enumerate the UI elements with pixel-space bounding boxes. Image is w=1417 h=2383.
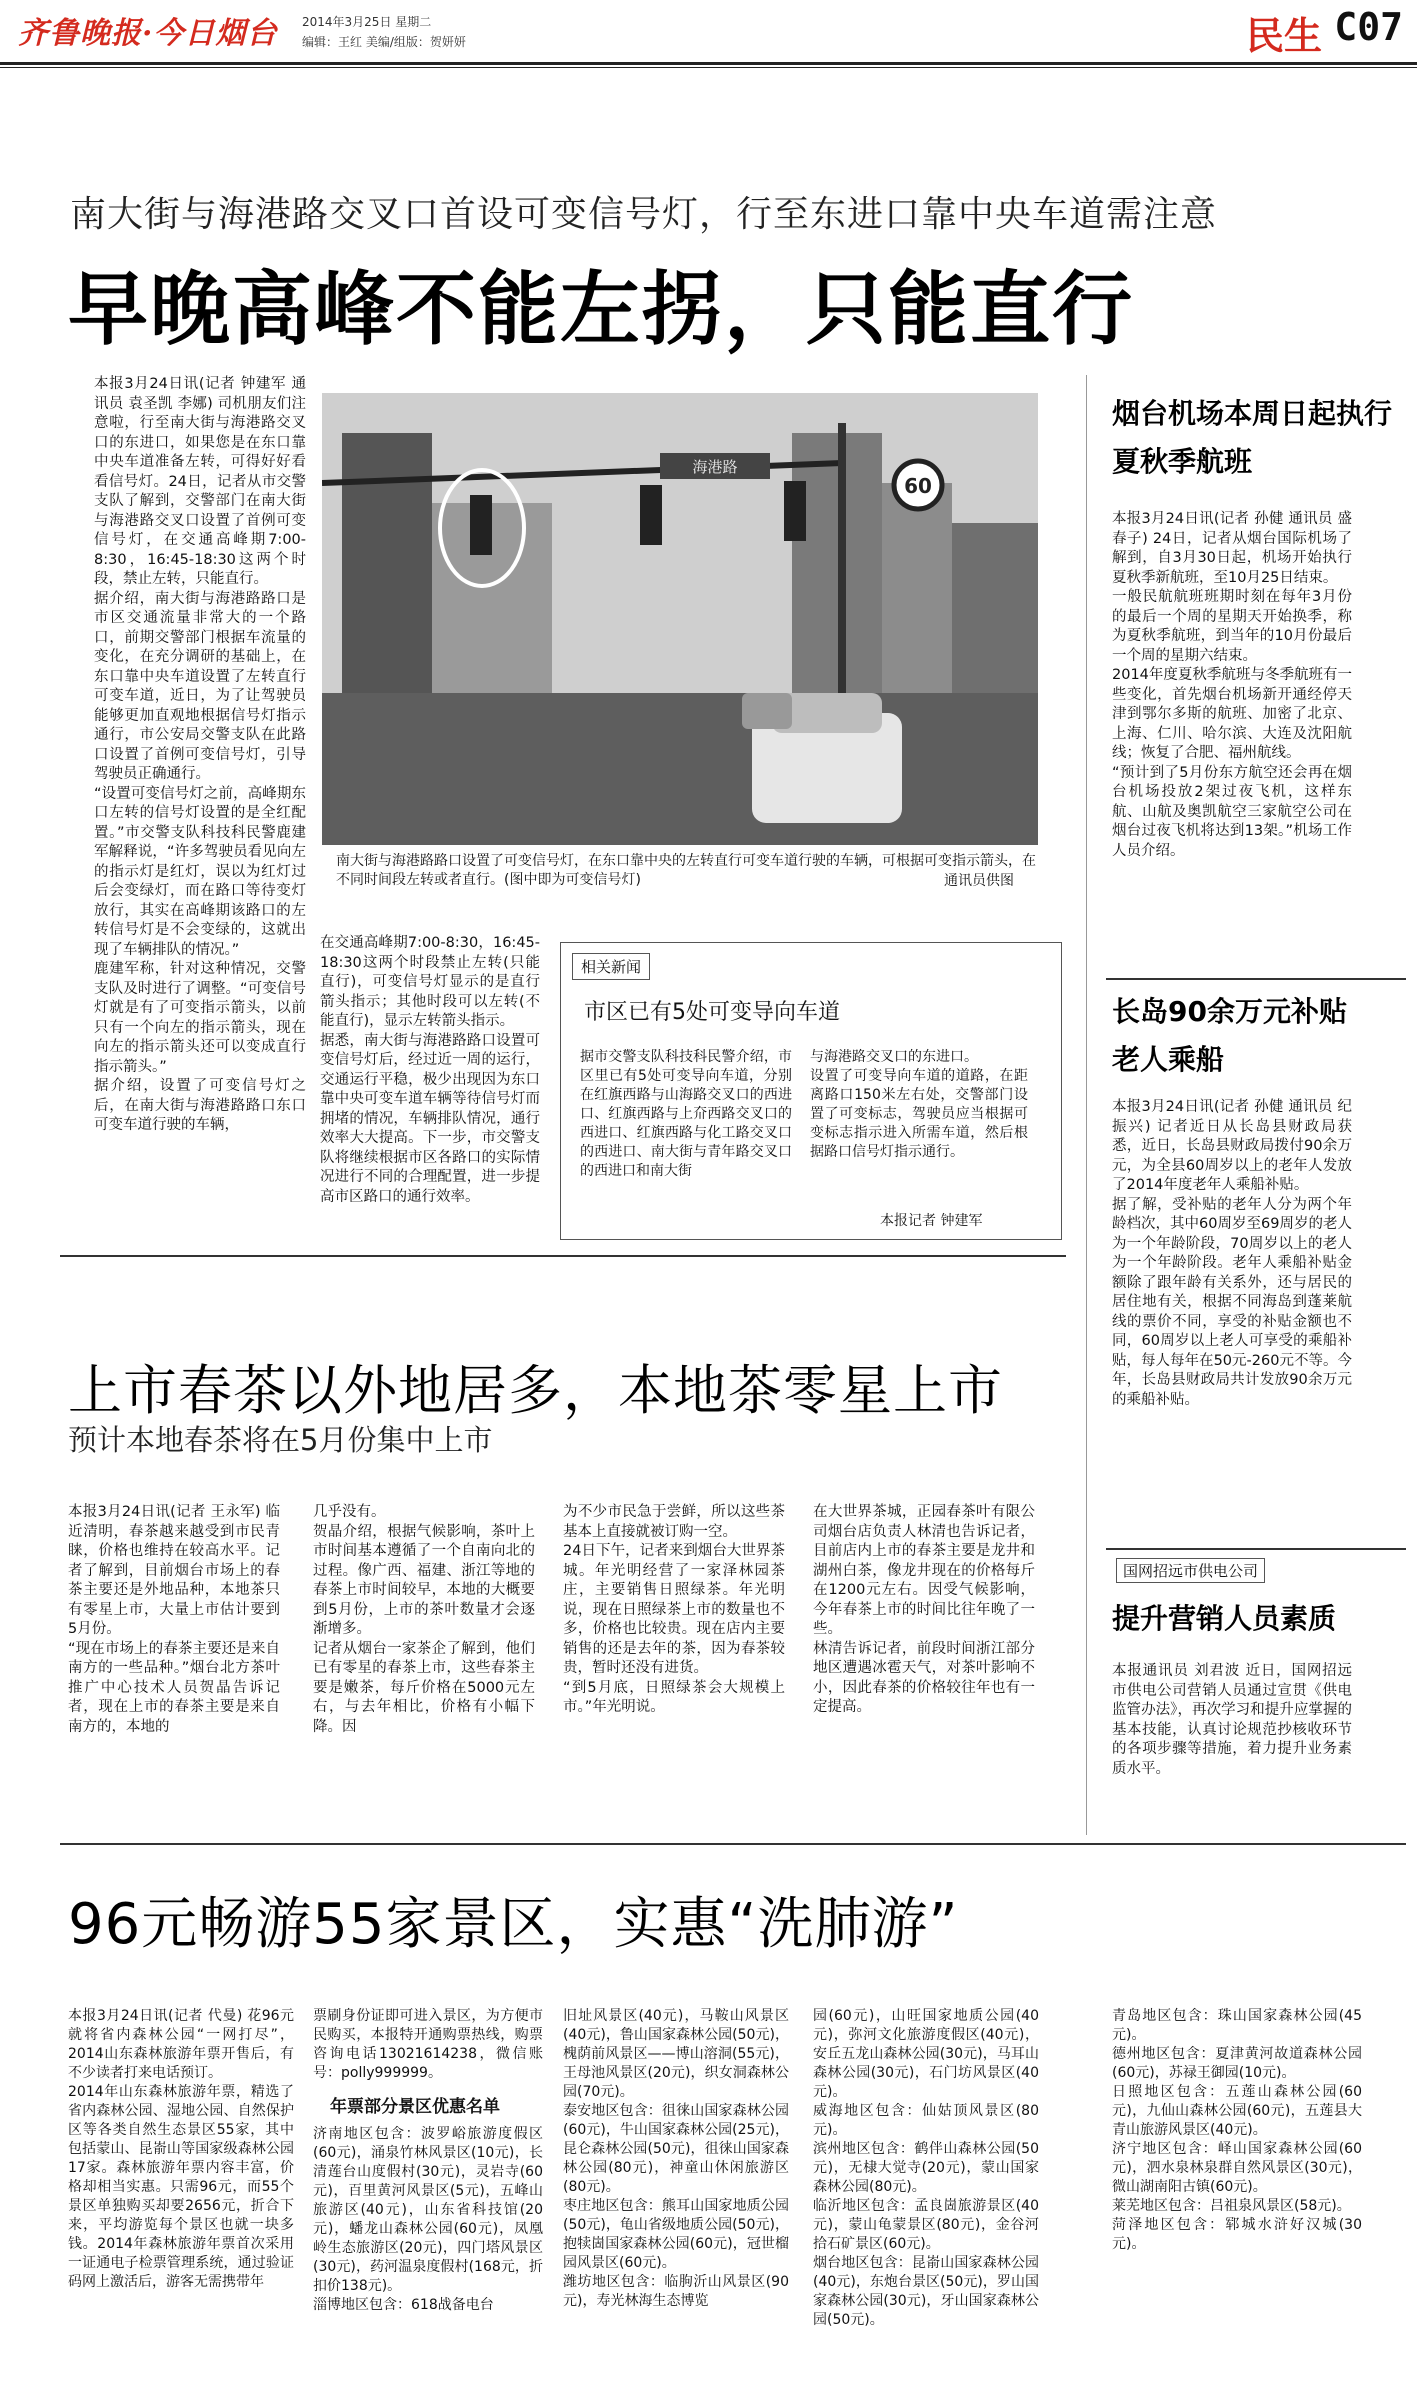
tour-column-1: 本报3月24日讯(记者 代曼) 花96元就将省内森林公园“一网打尽”，2014山东森林旅游年票开售后，有不少读者打来电话预订。 2014年山东森林旅游年票，精选了省内森林公园、湿地公园、自然保护区等各类自然生态景区55家，其中包括蒙山、昆嵛山等国家级森林公园17家。森林旅游年票内容丰富，价格却相当实惠。只需96元，而55个景区单独购买却要2656元，折合下来，平均游览每个景区也就一块多钱。2014年森林旅游年票首次采用一证通电子检票管理系统，通过验证码网上激活后，游客无需携带年 [68,2008,294,2290]
lead-headline: 早晚高峰不能左拐，只能直行 [68,263,1134,356]
lead-photo-caption: 南大街与海港路路口设置了可变信号灯，在东口靠中央的左转直行可变车道行驶的车辆，可根据可变指示箭头，在不同时间段左转或者直行。(图中即为可变信号灯) [336,853,1036,888]
airport-body: 本报3月24日讯(记者 孙健 通讯员 盛春子) 24日，记者从烟台国际机场了解到，自3月30日起，机场开始执行夏秋季新航班，至10月25日结束。 一般民航航班班期时刻在每年3月份的最后一个周的星期天开始换季，称为夏秋季航班，到当年的10月份最后一个周的星期六结束。 2014年度夏秋季航班与冬季航班有一些变化，首先烟台机场新开通经停天津到鄂尔多斯的航班、加密了北京、上海、仁川、哈尔滨、大连及沈阳航线；恢复了合肥、福州航线。 “预计到了5月份东方航空还会再在烟台机场投放2架过夜飞机，这样东航、山航及奥凯航空三家航空公司在烟台过夜飞机将达到13架。”机场工作人员介绍。 [1112,511,1352,859]
masthead-rule [0,62,1417,65]
tour-column-5: 青岛地区包含：珠山国家森林公园(45元)。 德州地区包含：夏津黄河故道森林公园(60元)，苏禄王御园(10元)。 日照地区包含：五莲山森林公园(60元)，九仙山森林公园(60元)，五莲县大青山旅游风景区(40元)。 济宁地区包含：峄山国家森林公园(60元)，泗水泉林泉群自然风景区(30元)，微山湖南阳古镇(60元)。 莱芜地区包含：吕祖泉风景区(58元)。 菏泽地区包含：郓城水浒好汉城(30元)。 [1112,2008,1362,2252]
related-news-title: 市区已有5处可变导向车道 [584,1000,840,1025]
power-body: 本报通讯员 刘君波 近日，国网招远市供电公司营销人员通过宣贯《供电监管办法》，再次学习和提升应掌握的基本技能，认真讨论规范抄核收环节的各项步骤等措施，着力提升业务素质水平。 [1112,1663,1352,1777]
power-label: 国网招远市供电公司 [1116,1558,1265,1583]
tour-list-title: 年票部分景区优惠名单 [330,2097,500,2117]
traffic-scene-illustration [322,393,1038,845]
masthead-meta [302,12,466,52]
lead-photo-credit: 通讯员供图 [944,873,1014,889]
tea-subtitle: 预计本地春茶将在5月份集中上市 [68,1423,493,1457]
tea-column-1: 本报3月24日讯(记者 王永军) 临近清明，春茶越来越受到市民青睐，价格也维持在较高水平。记者了解到，目前烟台市场上的春茶主要还是外地品种，本地茶只有零星上市，大量上市估计要到5月份。 “现在市场上的春茶主要还是来自南方的一些品种。”烟台北方茶叶推广中心技术人员贺晶告诉记者，现在上市的春茶主要是来自南方的，本地的 [68,1504,280,1735]
masthead-rule-thin [0,67,1417,68]
tour-column-2: 票刷身份证即可进入景区，为方便市民购买，本报特开通购票热线，购票咨询电话13021614238，微信账号：polly999999。 [313,2008,543,2081]
page-number: C07 [1334,5,1403,49]
tour-title: 96元畅游55家景区，实惠“洗肺游” [68,1892,959,1957]
speed-limit-sign: 60 [904,474,932,498]
lead-photo [322,393,1038,845]
power-title: 提升营销人员素质 [1112,1602,1337,1635]
masthead-logo: 齐鲁晚报·今日烟台 [18,16,278,51]
side-divider-2 [1106,1548,1406,1550]
changdao-title: 长岛90余万元补贴老人乘船 [1112,995,1347,1076]
related-news-column-1: 据市交警支队科技科民警介绍，市区里已有5处可变导向车道，分别在红旗西路与山海路交叉口的西进口、红旗西路与上夼西路交叉口的西进口、红旗西路与化工路交叉口的西进口、南大街与青年路交叉口的西进口和南大街 [580,1049,792,1179]
changdao-body: 本报3月24日讯(记者 孙健 通讯员 纪振兴) 记者近日从长岛县财政局获悉，近日，长岛县财政局拨付90余万元，为全县60周岁以上的老年人发放了2014年度老年人乘船补贴。 据了解，受补贴的老年人分为两个年龄档次，其中60周岁至69周岁的老人为一个年龄阶段，70周岁以上的老人为一个年龄阶段。老年人乘船补贴金额除了跟年龄有关系外，还与居民的居住地有关，根据不同海岛到蓬莱航线的票价不同，享受的补贴金额也不同，60周岁以上老人可享受的乘船补贴，每人每年在50元-260元不等。今年，长岛县财政局共计发放90余万元的乘船补贴。 [1112,1099,1352,1408]
tea-title: 上市春茶以外地居多，本地茶零星上市 [68,1359,1003,1422]
section-name: 民生 [1245,14,1322,58]
tour-column-4: 园(60元)，山旺国家地质公园(40元)，弥河文化旅游度假区(40元)，安丘五龙山森林公园(30元)，马耳山森林公园(30元)，石门坊风景区(40元)。 威海地区包含：仙姑顶风景区(80元)。 滨州地区包含：鹤伴山森林公园(50元)，无棣大觉寺(20元)，蒙山国家森林公园(80元)。 临沂地区包含：孟良崮旅游景区(40元)，蒙山龟蒙景区(80元)，金谷河拾石矿景区(60元)。 烟台地区包含：昆嵛山国家森林公园(40元)，东炮台景区(50元)，罗山国家森林公园(30元)，牙山国家森林公园(50元)。 [813,2008,1039,2328]
issue-date: 2014年3月25日 星期二 [302,15,432,29]
lead-subhead: 南大街与海港路交叉口首设可变信号灯，行至东进口靠中央车道需注意 [70,194,1218,235]
tour-column-2b: 济南地区包含：波罗峪旅游度假区(60元)，涌泉竹林风景区(10元)，长清莲台山度假村(30元)，灵岩寺(60元)，百里黄河风景区(5元)，五峰山旅游区(40元)，山东省科技馆(20元)，蟠龙山森林公园(60元)，凤凰岭生态旅游区(20元)，四门塔风景区(30元)，药河温泉度假村(168元，折扣价138元)。 淄博地区包含：618战备电台 [313,2126,543,2313]
related-news-author: 本报记者 钟建军 [880,1213,983,1229]
tour-column-3: 旧址风景区(40元)，马鞍山风景区(40元)，鲁山国家森林公园(50元)，槐荫前风景区——博山溶洞(55元)，王母池风景区(20元)，织女洞森林公园(70元)。 泰安地区包含：徂徕山国家森林公园(60元)，牛山国家森林公园(25元)，昆仑森林公园(50元)，徂徕山国家森林公园(80元)，神童山休闲旅游区(80元)。 枣庄地区包含：熊耳山国家地质公园(50元)，龟山省级地质公园(50元)，抱犊崮国家森林公园(60元)，冠世榴园风景区(60元)。 潍坊地区包含：临朐沂山风景区(90元)，寿光林海生态博览 [563,2008,789,2309]
tea-top-rule [60,1255,1066,1257]
tour-top-rule [60,1843,1406,1845]
road-name-sign: 海港路 [692,458,738,476]
side-divider-1 [1106,978,1406,980]
related-news-column-2: 与海港路交叉口的东进口。 设置了可变导向车道的道路，在距离路口150米左右处，交警部门设置了可变标志，驾驶员应当根据可变标志指示进入所需车道，然后根据路口信号灯指示通行。 [810,1049,1028,1160]
lead-column-2: 在交通高峰期7:00-8:30，16:45-18:30这两个时段禁止左转(只能直行)，可变信号灯显示的是直行箭头指示；其他时段可以左转(不能直行)，显示左转箭头指示。 据悉，南大街与海港路路口设置可变信号灯后，经过近一周的运行，交通运行平稳，极少出现因为东口靠中央可变车道车辆等待信号灯而拥堵的情况，车辆排队情况，通行效率大大提高。下一步，市交警支队将继续根据市区各路口的实际情况进行不同的合理配置，进一步提高市区路口的通行效率。 [320,935,540,1205]
right-column-divider [1086,375,1087,1835]
tea-column-2: 几乎没有。 贺晶介绍，根据气候影响，茶叶上市时间基本遵循了一个自南向北的过程。像广西、福建、浙江等地的春茶上市时间较早，本地的大概要到5月份，上市的茶叶数量才会逐渐增多。 记者从烟台一家茶企了解到，他们已有零星的春茶上市，这些春茶主要是嫩茶，每斤价格在5000元左右，与去年相比，价格有小幅下降。因 [313,1504,535,1735]
tea-column-3: 为不少市民急于尝鲜，所以这些茶基本上直接就被订购一空。 24日下午，记者来到烟台大世界茶城。年光明经营了一家泽林园茶庄，主要销售日照绿茶。年光明说，现在日照绿茶上市的数量也不多，价格也比较贵。现在店内主要销售的还是去年的茶，因为春茶较贵，暂时还没有进货。 “到5月底，日照绿茶会大规模上市。”年光明说。 [563,1504,785,1715]
lead-column-1: 本报3月24日讯(记者 钟建军 通讯员 袁圣凯 李娜) 司机朋友们注意啦，行至南大街与海港路交叉口的东进口，如果您是在东口靠中央车道准备左转，可得好好看看信号灯。24日，记者从市交警支队了解到，交警部门在南大街与海港路交叉口设置了首例可变信号灯，在交通高峰期7:00-8:30，16:45-18:30这两个时段，禁止左转，只能直行。 据介绍，南大街与海港路路口是市区交通流量非常大的一个路口，前期交警部门根据车流量的变化，在充分调研的基础上，在东口靠中央车道设置了左转直行可变车道，近日，为了让驾驶员能够更加直观地根据信号灯指示通行，市公安局交警支队在此路口设置了首例可变信号灯，引导驾驶员正确通行。 “设置可变信号灯之前，高峰期东口左转的信号灯设置的是全红配置。”市交警支队科技科民警鹿建军解释说，“许多驾驶员看见向左的指示灯是红灯，误以为红灯过后会变绿灯，而在路口等待变灯放行，其实在高峰期该路口的左转信号灯是不会变绿的，这就出现了车辆排队的情况。” 鹿建军称，针对这种情况，交警支队及时进行了调整。“可变信号灯就是有了可变指示箭头，以前只有一个向左的指示箭头，现在向左的指示箭头还可以变成直行指示箭头。” 据介绍，设置了可变信号灯之后，在南大街与海港路路口东口可变车道行驶的车辆， [94,376,306,1133]
editor-credits: 编辑：王红 美编/组版：贺妍妍 [302,35,466,49]
related-news-label: 相关新闻 [572,953,650,980]
airport-title: 烟台机场本周日起执行夏秋季航班 [1112,397,1393,478]
tea-column-4: 在大世界茶城，正园春茶叶有限公司烟台店负责人林清也告诉记者，目前店内上市的春茶主要是龙井和湖州白茶，像龙井现在的价格每斤在1200元左右。因受气候影响，今年春茶上市的时间比往年晚了一些。 林清告诉记者，前段时间浙江部分地区遭遇冰雹天气，对茶叶影响不小，因此春茶的价格较往年也有一定提高。 [813,1504,1035,1715]
